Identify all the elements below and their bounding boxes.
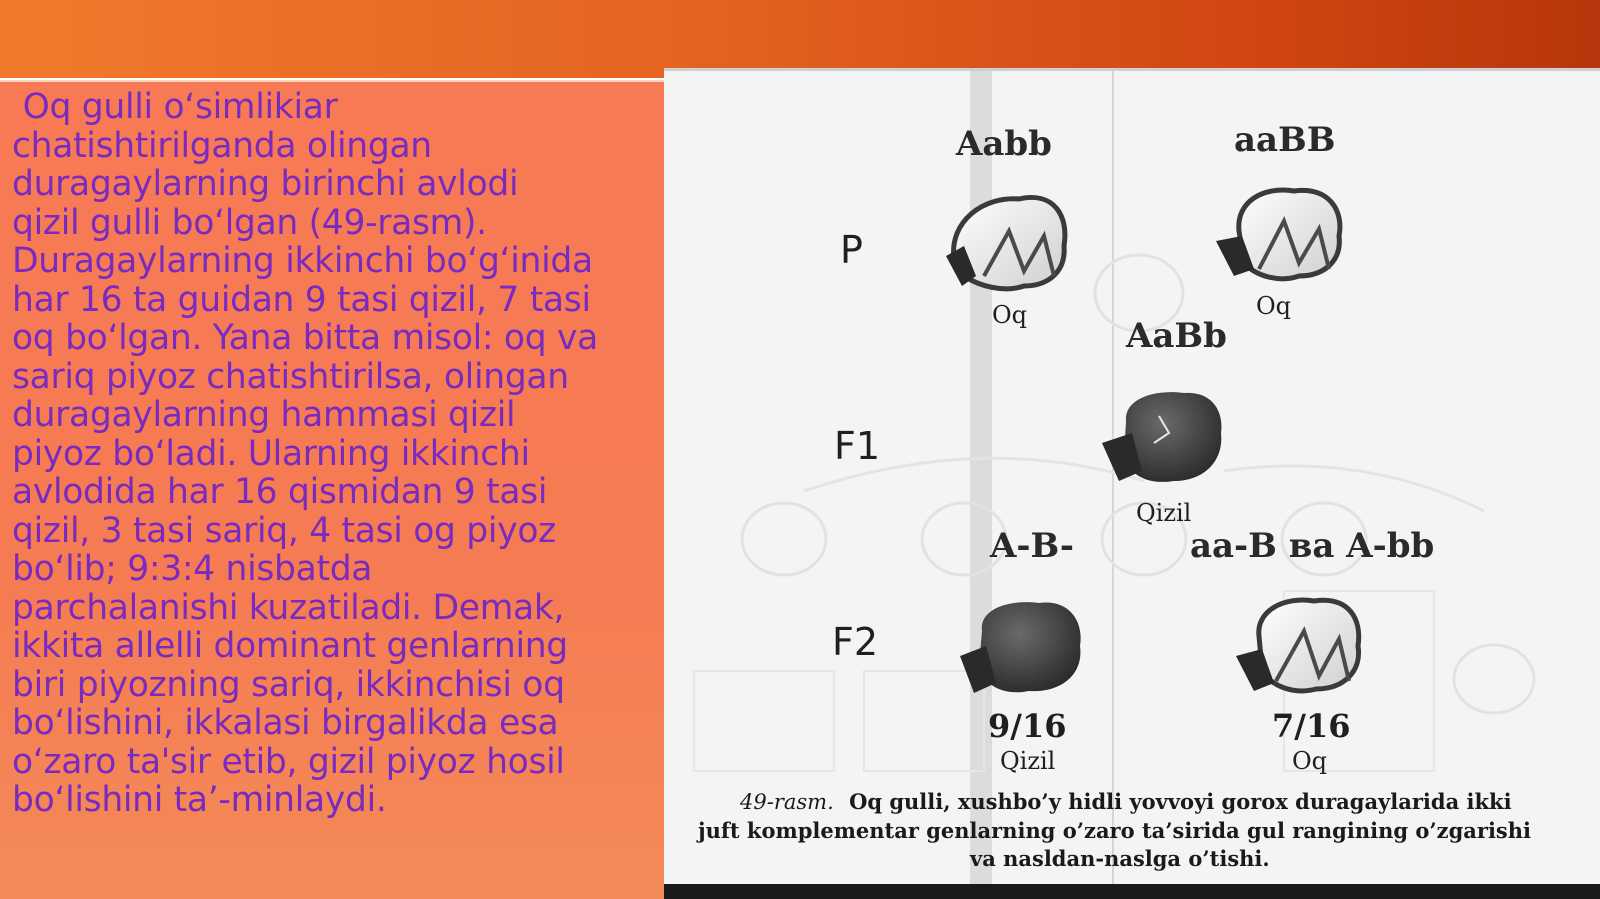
scan-line (1112, 71, 1114, 887)
scan-band (970, 71, 992, 887)
faint-arc (1224, 466, 1484, 511)
f2-left-color: Qizil (1000, 747, 1056, 775)
f2-right-color: Oq (1292, 747, 1328, 775)
f2-left-genotype: A-B- (990, 526, 1074, 566)
parent-left-color: Oq (992, 301, 1028, 329)
text-panel (0, 80, 664, 899)
top-banner (0, 0, 1600, 78)
parent-left-genotype: Aabb (956, 124, 1052, 164)
faint-circle (742, 503, 826, 575)
bottom-bar (664, 884, 1600, 899)
figure-svg (664, 71, 1600, 887)
flower-f1 (1102, 392, 1221, 482)
caption-line1-text: Oq gulli, xushbo’y hidli yovvoyi gorox duragaylarida ikki (849, 789, 1512, 814)
faint-box (694, 671, 834, 771)
flower-parent-left (946, 197, 1065, 288)
f1-color: Qizil (1136, 499, 1192, 527)
f2-right-ratio: 7/16 (1272, 707, 1351, 745)
figure-caption-line3: va nasldan-naslga o’tishi. (970, 846, 1270, 871)
faint-circle (1454, 645, 1534, 713)
f2-left-ratio: 9/16 (988, 707, 1067, 745)
figure-caption-line2: juft komplementar genlarning o’zaro ta’sirida gul rangining o’zgarishi (698, 818, 1531, 843)
figure-caption-line1 (739, 789, 1512, 814)
flower-f2-white (1236, 600, 1359, 691)
generation-f2-label: F2 (832, 620, 879, 664)
flower-parent-right (1216, 190, 1340, 279)
f1-genotype: AaBb (1126, 316, 1227, 356)
caption-label: 49-rasm. (740, 790, 834, 814)
f2-right-genotype: aa-B ва A-bb (1190, 526, 1435, 566)
generation-f1-label: F1 (834, 424, 881, 468)
faint-box (864, 671, 984, 771)
parent-right-genotype: aaBB (1234, 120, 1336, 160)
figure-49 (664, 68, 1600, 899)
generation-p-label: P (840, 228, 863, 272)
parent-right-color: Oq (1256, 292, 1292, 320)
body-text: Oq gulli o‘simlikiar chatishtirilganda olingan duragaylarning birinchi avlodi qizil gulli bo‘lgan (49-rasm). Duragaylarning ikkinchi bo‘g‘inida har 16 ta guidan 9 tasi qizil, 7 tasi oq bo‘lgan. Yana bitta misol: oq va sariq piyoz chatishtirilsa, olingan duragaylarning hammasi qizil piyoz bo‘ladi. Ularning ikkinchi avlodida har 16 qismidan 9 tasi qizil, 3 tasi sariq, 4 tasi og piyoz bo‘lib; 9:3:4 nisbatda parchalanishi kuzatiladi. Demak, ikkita allelli dominant genlarning biri piyozning sariq, ikkinchisi oq bo‘lishini, ikkalasi birgalikda esa o‘zaro ta'sir etib, gizil piyoz hosil bo‘lishini ta’-minlaydi. (12, 87, 598, 820)
